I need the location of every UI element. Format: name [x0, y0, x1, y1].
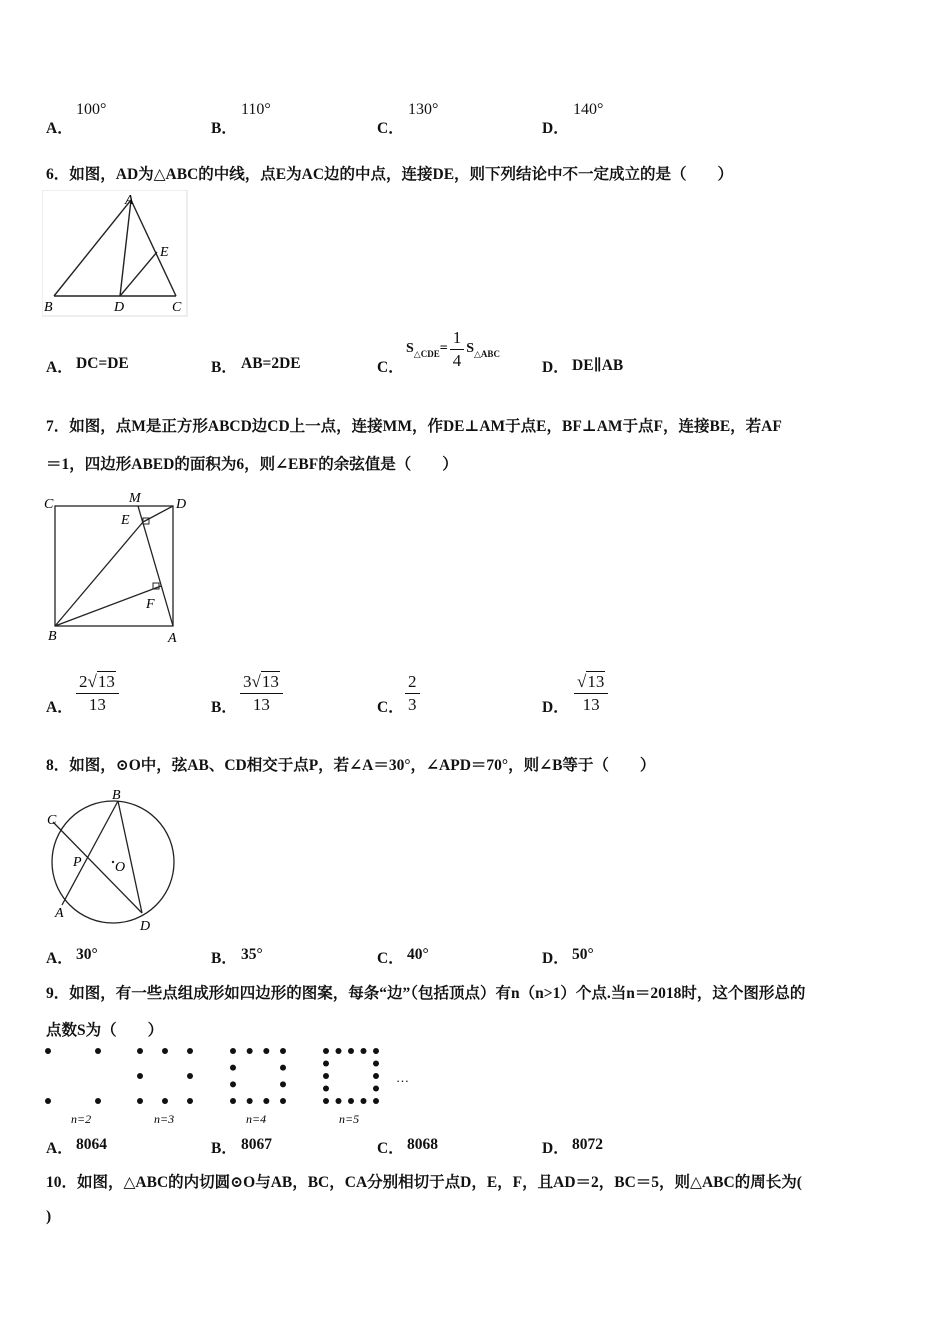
- q6-triangle-figure: [42, 190, 192, 325]
- q8-option-d-value: 50°: [572, 946, 594, 963]
- q9-label-n3: n=3: [154, 1112, 175, 1126]
- q6-option-d-label: D．: [542, 359, 569, 376]
- q10-stem-line1: 10．如图，△ABC的内切圆⊙O与AB，BC，CA分别相切于点D，E，F，且AD＝2，BC＝5，则△ABC的周长为(: [46, 1174, 802, 1191]
- pattern-dot: [280, 1081, 286, 1087]
- q6-option-c-label: C．: [377, 359, 404, 376]
- q7-d-radicand: 13: [587, 672, 605, 691]
- q6-label-d: D: [114, 300, 125, 315]
- q6-stem: 6．如图，AD为△ABC的中线，点E为AC边的中点，连接DE，则下列结论中不一定成立的是（ ）: [46, 166, 734, 183]
- q9-label-n2: n=2: [71, 1112, 92, 1126]
- pattern-dot: [323, 1073, 329, 1079]
- q8-label-p: P: [73, 855, 82, 870]
- pattern-dot: [187, 1098, 193, 1104]
- q6-c-sub1: △CDE: [413, 348, 440, 359]
- q6-option-b-label: B．: [211, 359, 237, 376]
- q9-option-c-label: C．: [377, 1140, 404, 1157]
- q7-label-f: F: [146, 597, 155, 612]
- q8-label-d: D: [140, 919, 151, 934]
- q7-option-c-fraction: [405, 672, 420, 714]
- dot-groups: [45, 1048, 379, 1104]
- pattern-dot: [137, 1098, 143, 1104]
- pattern-dot: [230, 1048, 236, 1054]
- q9-option-a-value: 8064: [76, 1136, 107, 1153]
- pattern-dot: [323, 1061, 329, 1067]
- q5-option-b-label: B．: [211, 120, 237, 137]
- q6-option-c-expression: [406, 328, 500, 370]
- q6-option-a-value: DC=DE: [76, 355, 129, 372]
- pattern-dot: [137, 1048, 143, 1054]
- q6-c-numerator: 1: [450, 328, 465, 350]
- q7-label-a: A: [168, 631, 177, 646]
- pattern-dot: [137, 1073, 143, 1079]
- pattern-dot: [162, 1098, 168, 1104]
- q7-label-e: E: [121, 513, 130, 528]
- q9-stem-line1: 9．如图，有一些点组成形如四边形的图案，每条“边”（包括顶点）有n（n>1）个点.当n＝2018时，这个图形总的: [46, 985, 806, 1002]
- pattern-dot: [336, 1098, 342, 1104]
- q5-option-a-value: 100°: [76, 101, 107, 118]
- pattern-dot: [280, 1048, 286, 1054]
- q7-option-c-label: C．: [377, 699, 404, 716]
- q6-c-sub2: △ABC: [474, 348, 500, 359]
- q7-d-denominator: 13: [582, 694, 600, 714]
- q7-label-d: D: [176, 497, 187, 512]
- q8-label-o: O: [115, 860, 126, 875]
- pattern-dot: [348, 1098, 354, 1104]
- pattern-dot: [336, 1048, 342, 1054]
- pattern-dot: [348, 1048, 354, 1054]
- q6-c-s1: S: [406, 341, 414, 357]
- q8-option-b-label: B．: [211, 950, 237, 967]
- q9-option-b-value: 8067: [241, 1136, 272, 1153]
- q9-option-a-label: A．: [46, 1140, 73, 1157]
- q6-c-s2: S: [466, 341, 475, 357]
- q6-c-eq: =: [439, 341, 448, 357]
- q7-b-coef: 3: [243, 672, 252, 691]
- q8-circle-figure: [40, 782, 185, 942]
- q7-label-b: B: [48, 629, 57, 644]
- q7-a-radicand: 13: [97, 672, 115, 691]
- q6-option-d-value: DE∥AB: [572, 357, 624, 374]
- q6-option-a-label: A．: [46, 359, 73, 376]
- q7-option-d-fraction: $\frac{√13}{13}$: [574, 672, 608, 714]
- pattern-dot: [247, 1048, 253, 1054]
- q7-square-figure: [40, 488, 195, 653]
- q7-stem-line1: 7．如图，点M是正方形ABCD边CD上一点，连接MM，作DE⊥AM于点E，BF⊥AM于点F，连接BE，若AF: [46, 418, 782, 435]
- pattern-dot: [230, 1065, 236, 1071]
- q8-option-c-value: 40°: [407, 946, 429, 963]
- pattern-dot: [230, 1081, 236, 1087]
- q7-label-c: C: [44, 497, 54, 512]
- pattern-dot: [247, 1098, 253, 1104]
- q8-stem: 8．如图，⊙O中，弦AB、CD相交于点P，若∠A＝30°，∠APD＝70°，则∠B等于（ ）: [46, 757, 656, 774]
- q5-option-b-value: 110°: [241, 101, 271, 118]
- q7-option-b-label: B．: [211, 699, 237, 716]
- q6-label-a: A: [125, 193, 134, 208]
- pattern-dot: [323, 1098, 329, 1104]
- q8-option-c-label: C．: [377, 950, 404, 967]
- q9-dot-pattern-figure: [40, 1040, 430, 1135]
- q8-label-b: B: [112, 788, 121, 803]
- q9-stem-line2: 点数S为（ ）: [46, 1022, 164, 1039]
- pattern-dot: [280, 1065, 286, 1071]
- q9-option-d-value: 8072: [572, 1136, 603, 1153]
- pattern-dot: [361, 1098, 367, 1104]
- pattern-dot: [373, 1086, 379, 1092]
- pattern-dot: [95, 1048, 101, 1054]
- q5-option-c-label: C．: [377, 120, 404, 137]
- pattern-dot: [95, 1098, 101, 1104]
- q8-option-a-value: 30°: [76, 946, 98, 963]
- q5-option-d-value: 140°: [573, 101, 604, 118]
- q7-a-coef: 2: [79, 672, 88, 691]
- q6-c-fraction: [450, 328, 465, 370]
- q8-option-a-label: A．: [46, 950, 73, 967]
- q6-c-denominator: 4: [452, 350, 462, 370]
- q9-label-n4: n=4: [246, 1112, 267, 1126]
- q7-c-denominator: 3: [408, 694, 417, 714]
- q6-option-b-value: AB=2DE: [241, 355, 301, 372]
- q9-ellipsis: …: [396, 1070, 409, 1085]
- q7-option-d-label: D．: [542, 699, 569, 716]
- q10-stem-line2: ): [46, 1208, 52, 1225]
- pattern-dot: [323, 1086, 329, 1092]
- pattern-dot: [45, 1048, 51, 1054]
- q7-stem-line2: ＝1，四边形ABED的面积为6，则∠EBF的余弦值是（ ）: [46, 456, 458, 473]
- pattern-dot: [162, 1048, 168, 1054]
- pattern-dot: [373, 1048, 379, 1054]
- q5-option-c-value: 130°: [408, 101, 439, 118]
- q6-label-e: E: [160, 245, 169, 260]
- q7-c-numerator: 2: [405, 672, 420, 694]
- q7-label-m: M: [129, 491, 141, 506]
- q5-option-d-label: D．: [542, 120, 569, 137]
- q7-b-denominator: 13: [252, 694, 270, 714]
- pattern-dot: [45, 1098, 51, 1104]
- pattern-dot: [323, 1048, 329, 1054]
- q7-option-a-fraction: $\frac{2√13}{13}$: [76, 672, 119, 714]
- pattern-dot: [187, 1073, 193, 1079]
- pattern-dot: [361, 1048, 367, 1054]
- q7-option-a-label: A．: [46, 699, 73, 716]
- q7-b-radicand: 13: [261, 672, 279, 691]
- pattern-dot: [187, 1048, 193, 1054]
- pattern-dot: [373, 1061, 379, 1067]
- q8-label-c: C: [47, 813, 57, 828]
- q6-label-c: C: [172, 300, 182, 315]
- pattern-dot: [373, 1098, 379, 1104]
- q5-option-a-label: A．: [46, 120, 73, 137]
- pattern-dot: [373, 1073, 379, 1079]
- q6-label-b: B: [44, 300, 53, 315]
- q7-a-denominator: 13: [88, 694, 106, 714]
- pattern-dot: [280, 1098, 286, 1104]
- pattern-dot: [230, 1098, 236, 1104]
- q9-label-n5: n=5: [339, 1112, 360, 1126]
- q9-option-b-label: B．: [211, 1140, 237, 1157]
- q9-option-c-value: 8068: [407, 1136, 438, 1153]
- pattern-dot: [263, 1098, 269, 1104]
- pattern-dot: [263, 1048, 269, 1054]
- q7-option-b-fraction: $\frac{3√13}{13}$: [240, 672, 283, 714]
- q8-label-a: A: [55, 906, 64, 921]
- q8-option-d-label: D．: [542, 950, 569, 967]
- q8-option-b-value: 35°: [241, 946, 263, 963]
- q9-option-d-label: D．: [542, 1140, 569, 1157]
